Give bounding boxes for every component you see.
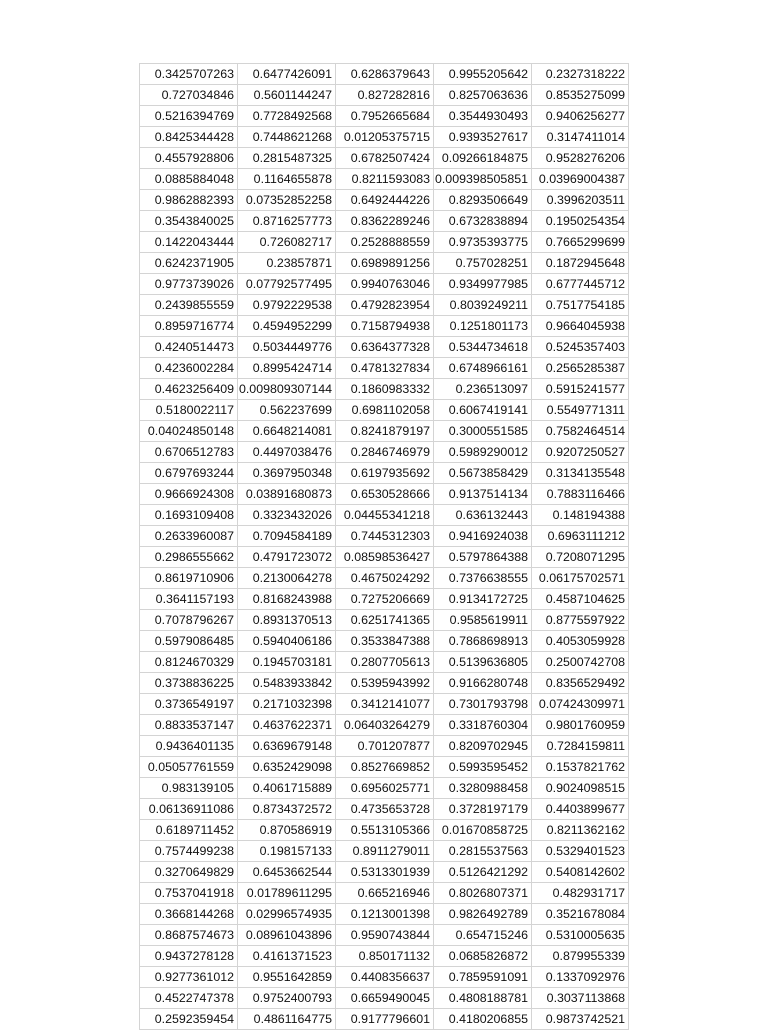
table-cell[interactable]: 0.1950254354 [532,211,629,232]
table-cell[interactable]: 0.8362289246 [336,211,434,232]
table-cell[interactable]: 0.726082717 [238,232,336,253]
table-cell[interactable]: 0.6251741365 [336,610,434,631]
table-cell[interactable]: 0.3543840025 [140,211,238,232]
table-cell[interactable]: 0.06403264279 [336,715,434,736]
table-cell[interactable]: 0.3521678084 [532,904,629,925]
table-cell[interactable]: 0.8211362162 [532,820,629,841]
table-cell[interactable]: 0.4861164775 [238,1009,336,1030]
table-cell[interactable]: 0.2327318222 [532,64,629,85]
table-cell[interactable]: 0.3544930493 [434,106,532,127]
table-cell[interactable]: 0.1213001398 [336,904,434,925]
table-cell[interactable]: 0.3147411014 [532,127,629,148]
table-cell[interactable]: 0.6286379643 [336,64,434,85]
table-cell[interactable]: 0.9166280748 [434,673,532,694]
table-row [140,526,629,547]
table-cell[interactable]: 0.04455341218 [336,505,434,526]
table-cell[interactable]: 0.9735393775 [434,232,532,253]
table-cell[interactable]: 0.9792229538 [238,295,336,316]
table-cell[interactable]: 0.9416924038 [434,526,532,547]
table-cell[interactable]: 0.8619710906 [140,568,238,589]
table-cell[interactable]: 0.6242371905 [140,253,238,274]
table-cell[interactable]: 0.5126421292 [434,862,532,883]
table-cell[interactable]: 0.5313301939 [336,862,434,883]
table-cell[interactable]: 0.9349977985 [434,274,532,295]
table-cell[interactable]: 0.5601144247 [238,85,336,106]
table-cell[interactable]: 0.8535275099 [532,85,629,106]
table-cell[interactable]: 0.6352429098 [238,757,336,778]
table-cell[interactable]: 0.6453662544 [238,862,336,883]
table-cell[interactable]: 0.5993595452 [434,757,532,778]
table-cell[interactable]: 0.9134172725 [434,589,532,610]
table-cell[interactable]: 0.8734372572 [238,799,336,820]
table-cell[interactable]: 0.9528276206 [532,148,629,169]
table-cell[interactable]: 0.08961043896 [238,925,336,946]
table-cell[interactable]: 0.03969004387 [532,169,629,190]
table-cell[interactable]: 0.5180022117 [140,400,238,421]
table-cell[interactable]: 0.5034449776 [238,337,336,358]
table-cell[interactable]: 0.2130064278 [238,568,336,589]
table-cell[interactable]: 0.2815487325 [238,148,336,169]
table-cell[interactable]: 0.4637622371 [238,715,336,736]
table-row [140,463,629,484]
table-cell[interactable]: 0.482931717 [532,883,629,904]
table-cell[interactable]: 0.09266184875 [434,148,532,169]
table-cell[interactable]: 0.8211593083 [336,169,434,190]
table-cell[interactable]: 0.4180206855 [434,1009,532,1030]
table-row [140,190,629,211]
table-cell[interactable]: 0.9207250527 [532,442,629,463]
table-cell[interactable]: 0.9137514134 [434,484,532,505]
table-cell[interactable]: 0.827282816 [336,85,434,106]
table-cell[interactable]: 0.6956025771 [336,778,434,799]
table-cell[interactable]: 0.7859591091 [434,967,532,988]
table-cell[interactable]: 0.6659490045 [336,988,434,1009]
table-cell[interactable]: 0.7582464514 [532,421,629,442]
table-cell[interactable]: 0.4053059928 [532,631,629,652]
table-row [140,253,629,274]
table-cell[interactable]: 0.009809307144 [238,379,336,400]
table-row [140,799,629,820]
table-cell[interactable]: 0.07352852258 [238,190,336,211]
table-cell[interactable]: 0.5344734618 [434,337,532,358]
table-cell[interactable]: 0.8124670329 [140,652,238,673]
table-cell[interactable]: 0.7537041918 [140,883,238,904]
table-cell[interactable]: 0.4522747378 [140,988,238,1009]
table-cell[interactable]: 0.6981102058 [336,400,434,421]
table-cell[interactable]: 0.3323432026 [238,505,336,526]
table-cell[interactable]: 0.1164655878 [238,169,336,190]
table-cell[interactable]: 0.5549771311 [532,400,629,421]
table-cell[interactable]: 0.2565285387 [532,358,629,379]
table-cell[interactable]: 0.9873742521 [532,1009,629,1030]
table-cell[interactable]: 0.4240514473 [140,337,238,358]
table-cell[interactable]: 0.7284159811 [532,736,629,757]
table-cell[interactable]: 0.5989290012 [434,442,532,463]
table-cell[interactable]: 0.2986555662 [140,547,238,568]
table-cell[interactable]: 0.2807705613 [336,652,434,673]
table-cell[interactable]: 0.8911279011 [336,841,434,862]
table-cell[interactable]: 0.1537821762 [532,757,629,778]
table-cell[interactable]: 0.7728492568 [238,106,336,127]
table-cell[interactable]: 0.7445312303 [336,526,434,547]
table-cell[interactable]: 0.8995424714 [238,358,336,379]
table-cell[interactable]: 0.4808188781 [434,988,532,1009]
table-cell[interactable]: 0.5483933842 [238,673,336,694]
table-row [140,610,629,631]
table-row [140,820,629,841]
table-row [140,295,629,316]
table-row [140,925,629,946]
table-cell[interactable]: 0.9406256277 [532,106,629,127]
table-cell[interactable]: 0.3037113868 [532,988,629,1009]
table-cell[interactable]: 0.8716257773 [238,211,336,232]
table-cell[interactable]: 0.01205375715 [336,127,434,148]
table-cell[interactable]: 0.6706512783 [140,442,238,463]
table-cell[interactable]: 0.4236002284 [140,358,238,379]
table-cell[interactable]: 0.3728197179 [434,799,532,820]
table-cell[interactable]: 0.9862882393 [140,190,238,211]
table-cell[interactable]: 0.06136911086 [140,799,238,820]
table-cell[interactable]: 0.3412141077 [336,694,434,715]
table-cell[interactable]: 0.9277361012 [140,967,238,988]
table-row [140,631,629,652]
table-cell[interactable]: 0.6364377328 [336,337,434,358]
table-cell[interactable]: 0.562237699 [238,400,336,421]
table-cell[interactable]: 0.08598536427 [336,547,434,568]
table-cell[interactable]: 0.5329401523 [532,841,629,862]
table-cell[interactable]: 0.757028251 [434,253,532,274]
table-cell[interactable]: 0.8775597922 [532,610,629,631]
table-row [140,736,629,757]
table-row [140,589,629,610]
table-cell[interactable]: 0.8959716774 [140,316,238,337]
table-cell[interactable]: 0.7868698913 [434,631,532,652]
table-row [140,778,629,799]
table-cell[interactable]: 0.148194388 [532,505,629,526]
table-cell[interactable]: 0.7665299699 [532,232,629,253]
table-cell[interactable]: 0.5310005635 [532,925,629,946]
table-cell[interactable]: 0.2846746979 [336,442,434,463]
table-cell[interactable]: 0.7275206669 [336,589,434,610]
table-cell[interactable]: 0.4792823954 [336,295,434,316]
table-cell[interactable]: 0.2439855559 [140,295,238,316]
table-cell[interactable]: 0.5940406186 [238,631,336,652]
table-cell[interactable]: 0.3280988458 [434,778,532,799]
table-cell[interactable]: 0.6648214081 [238,421,336,442]
table-cell[interactable]: 0.8026807371 [434,883,532,904]
table-cell[interactable]: 0.7517754185 [532,295,629,316]
table-cell[interactable]: 0.7574499238 [140,841,238,862]
table-row [140,169,629,190]
table-cell[interactable]: 0.1337092976 [532,967,629,988]
table-cell[interactable]: 0.7158794938 [336,316,434,337]
table-cell[interactable]: 0.8931370513 [238,610,336,631]
table-row [140,652,629,673]
table-cell[interactable]: 0.7301793798 [434,694,532,715]
table-cell[interactable]: 0.5513105366 [336,820,434,841]
table-cell[interactable]: 0.9436401135 [140,736,238,757]
table-cell[interactable]: 0.6067419141 [434,400,532,421]
table-cell[interactable]: 0.9551642859 [238,967,336,988]
table-cell[interactable]: 0.8356529492 [532,673,629,694]
table-cell[interactable]: 0.9437278128 [140,946,238,967]
table-cell[interactable]: 0.5395943992 [336,673,434,694]
table-cell[interactable]: 0.727034846 [140,85,238,106]
table-cell[interactable]: 0.4791723072 [238,547,336,568]
table-cell[interactable]: 0.4408356637 [336,967,434,988]
table-cell[interactable]: 0.2592359454 [140,1009,238,1030]
table-cell[interactable]: 0.7952665684 [336,106,434,127]
table-cell[interactable]: 0.8039249211 [434,295,532,316]
table-cell[interactable]: 0.4497038476 [238,442,336,463]
table-cell[interactable]: 0.2815537563 [434,841,532,862]
table-cell[interactable]: 0.06175702571 [532,568,629,589]
table-cell[interactable]: 0.4557928806 [140,148,238,169]
table-row [140,232,629,253]
table-row [140,883,629,904]
table-cell[interactable]: 0.3738836225 [140,673,238,694]
table-cell[interactable]: 0.2528888559 [336,232,434,253]
table-cell[interactable]: 0.7078796267 [140,610,238,631]
table-cell[interactable]: 0.8425344428 [140,127,238,148]
table-row [140,967,629,988]
table-row [140,400,629,421]
table-cell[interactable]: 0.665216946 [336,883,434,904]
table-cell[interactable]: 0.4403899677 [532,799,629,820]
table-cell[interactable]: 0.4735653728 [336,799,434,820]
table-row [140,148,629,169]
table-cell[interactable]: 0.636132443 [434,505,532,526]
table-cell[interactable]: 0.9177796601 [336,1009,434,1030]
table-cell[interactable]: 0.236513097 [434,379,532,400]
table-cell[interactable]: 0.07424309971 [532,694,629,715]
table-cell[interactable]: 0.01789611295 [238,883,336,904]
table-cell[interactable]: 0.6989891256 [336,253,434,274]
table-row [140,274,629,295]
table-cell[interactable]: 0.5216394769 [140,106,238,127]
table-cell[interactable]: 0.7883116466 [532,484,629,505]
table-cell[interactable]: 0.3996203511 [532,190,629,211]
table-cell[interactable]: 0.6797693244 [140,463,238,484]
table-cell[interactable]: 0.4675024292 [336,568,434,589]
table-cell[interactable]: 0.8241879197 [336,421,434,442]
table-cell[interactable]: 0.009398505851 [434,169,532,190]
table-cell[interactable]: 0.3697950348 [238,463,336,484]
table-cell[interactable]: 0.1872945648 [532,253,629,274]
table-cell[interactable]: 0.654715246 [434,925,532,946]
table-cell[interactable]: 0.4781327834 [336,358,434,379]
table-cell[interactable]: 0.9773739026 [140,274,238,295]
table-cell[interactable]: 0.7208071295 [532,547,629,568]
table-cell[interactable]: 0.8257063636 [434,85,532,106]
table-cell[interactable]: 0.03891680873 [238,484,336,505]
table-cell[interactable]: 0.3000551585 [434,421,532,442]
table-row [140,211,629,232]
table-cell[interactable]: 0.6477426091 [238,64,336,85]
table-cell[interactable]: 0.198157133 [238,841,336,862]
table-cell[interactable]: 0.9666924308 [140,484,238,505]
table-cell[interactable]: 0.1860983332 [336,379,434,400]
table-cell[interactable]: 0.6748966161 [434,358,532,379]
table-cell[interactable]: 0.0685826872 [434,946,532,967]
table-cell[interactable]: 0.4594952299 [238,316,336,337]
table-cell[interactable]: 0.9940763046 [336,274,434,295]
table-cell[interactable]: 0.9585619911 [434,610,532,631]
table-cell[interactable]: 0.6732838894 [434,211,532,232]
table-cell[interactable]: 0.3425707263 [140,64,238,85]
table-cell[interactable]: 0.8168243988 [238,589,336,610]
table-cell[interactable]: 0.9590743844 [336,925,434,946]
table-row [140,547,629,568]
table-cell[interactable]: 0.5979086485 [140,631,238,652]
table-cell[interactable]: 0.1422043444 [140,232,238,253]
table-cell[interactable]: 0.4623256409 [140,379,238,400]
table-cell[interactable]: 0.7094584189 [238,526,336,547]
table-cell[interactable]: 0.8527669852 [336,757,434,778]
table-cell[interactable]: 0.9024098515 [532,778,629,799]
table-cell[interactable]: 0.3736549197 [140,694,238,715]
table-row [140,1009,629,1030]
table-row [140,316,629,337]
table-cell[interactable]: 0.983139105 [140,778,238,799]
table-cell[interactable]: 0.870586919 [238,820,336,841]
table-row [140,484,629,505]
table-cell[interactable]: 0.6197935692 [336,463,434,484]
table-row [140,568,629,589]
table-cell[interactable]: 0.0885884048 [140,169,238,190]
table-row [140,442,629,463]
table-cell[interactable]: 0.850171132 [336,946,434,967]
data-table [139,63,629,1030]
table-cell[interactable]: 0.5797864388 [434,547,532,568]
table-cell[interactable]: 0.5245357403 [532,337,629,358]
table-cell[interactable]: 0.6782507424 [336,148,434,169]
table-cell[interactable]: 0.5915241577 [532,379,629,400]
table-cell[interactable]: 0.07792577495 [238,274,336,295]
table-cell[interactable]: 0.1251801173 [434,316,532,337]
table-row [140,988,629,1009]
table-row [140,862,629,883]
table-cell[interactable]: 0.8833537147 [140,715,238,736]
table-cell[interactable]: 0.4161371523 [238,946,336,967]
table-cell[interactable]: 0.5408142602 [532,862,629,883]
table-row [140,85,629,106]
table-body [140,64,629,1030]
table-cell[interactable]: 0.9801760959 [532,715,629,736]
table-cell[interactable]: 0.7448621268 [238,127,336,148]
table-cell[interactable]: 0.701207877 [336,736,434,757]
table-cell[interactable]: 0.8687574673 [140,925,238,946]
table-cell[interactable]: 0.9752400793 [238,988,336,1009]
table-cell[interactable]: 0.4061715889 [238,778,336,799]
table-cell[interactable]: 0.1693109408 [140,505,238,526]
table-cell[interactable]: 0.3668144268 [140,904,238,925]
table-cell[interactable]: 0.6963111212 [532,526,629,547]
table-cell[interactable]: 0.9393527617 [434,127,532,148]
table-cell[interactable]: 0.6492444226 [336,190,434,211]
table-row [140,358,629,379]
table-cell[interactable]: 0.04024850148 [140,421,238,442]
table-cell[interactable]: 0.6777445712 [532,274,629,295]
table-cell[interactable]: 0.3134135548 [532,463,629,484]
table-cell[interactable]: 0.3533847388 [336,631,434,652]
table-row [140,673,629,694]
table-cell[interactable]: 0.01670858725 [434,820,532,841]
table-cell[interactable]: 0.6189711452 [140,820,238,841]
table-row [140,904,629,925]
table-cell[interactable]: 0.9955205642 [434,64,532,85]
table-cell[interactable]: 0.9664045938 [532,316,629,337]
table-cell[interactable]: 0.05057761559 [140,757,238,778]
table-cell[interactable]: 0.1945703181 [238,652,336,673]
table-row [140,379,629,400]
table-cell[interactable]: 0.2500742708 [532,652,629,673]
table-row [140,505,629,526]
table-row [140,757,629,778]
table-cell[interactable]: 0.879955339 [532,946,629,967]
table-cell[interactable]: 0.3641157193 [140,589,238,610]
table-row [140,946,629,967]
table-row [140,64,629,85]
table-row [140,841,629,862]
table-cell[interactable]: 0.8209702945 [434,736,532,757]
table-cell[interactable]: 0.3270649829 [140,862,238,883]
table-row [140,106,629,127]
table-cell[interactable]: 0.5673858429 [434,463,532,484]
table-cell[interactable]: 0.8293506649 [434,190,532,211]
table-cell[interactable]: 0.2633960087 [140,526,238,547]
table-row [140,715,629,736]
table-cell[interactable]: 0.7376638555 [434,568,532,589]
table-cell[interactable]: 0.02996574935 [238,904,336,925]
table-cell[interactable]: 0.6369679148 [238,736,336,757]
table-cell[interactable]: 0.3318760304 [434,715,532,736]
table-cell[interactable]: 0.5139636805 [434,652,532,673]
table-cell[interactable]: 0.23857871 [238,253,336,274]
table-row [140,127,629,148]
table-row [140,421,629,442]
table-row [140,337,629,358]
table-cell[interactable]: 0.2171032398 [238,694,336,715]
table-cell[interactable]: 0.4587104625 [532,589,629,610]
table-row [140,694,629,715]
table-cell[interactable]: 0.9826492789 [434,904,532,925]
table-cell[interactable]: 0.6530528666 [336,484,434,505]
